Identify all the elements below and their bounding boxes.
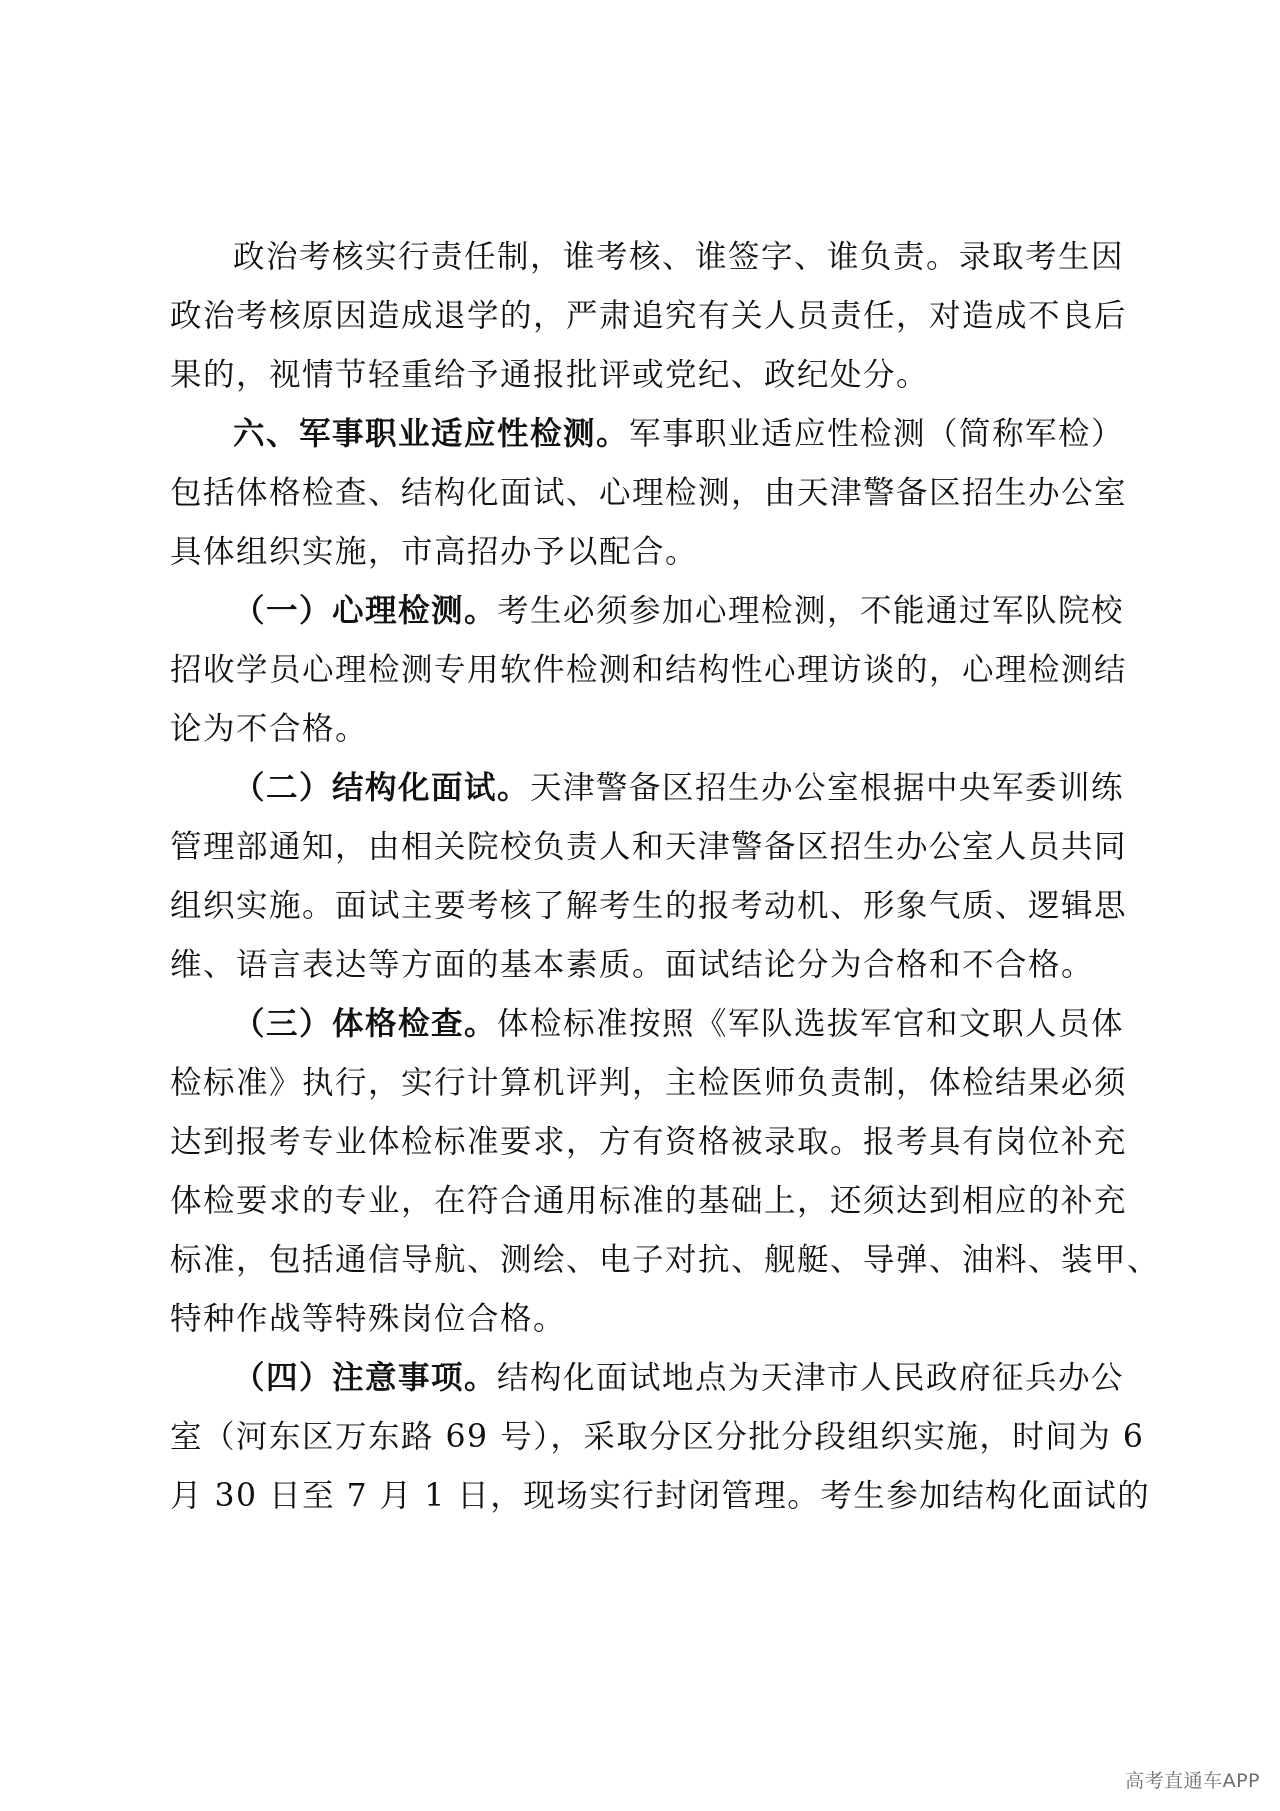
paragraph-line: 组织实施。面试主要考核了解考生的报考动机、形象气质、逻辑思 <box>170 888 1128 924</box>
paragraph-structured-interview <box>170 759 1128 995</box>
paragraph-line: 政治考核实行责任制，谁考核、谁签字、谁负责。录取考生因 <box>233 239 1125 275</box>
paragraph-text: 考生必须参加心理检测，不能通过军队院校 <box>497 593 1125 629</box>
paragraph-text: 结构化面试地点为天津市人民政府征兵办公 <box>497 1360 1125 1396</box>
paragraph-line: 检标准》执行，实行计算机评判，主检医师负责制，体检结果必须 <box>170 1065 1128 1101</box>
paragraph-line: 体检要求的专业，在符合通用标准的基础上，还须达到相应的补充 <box>170 1183 1128 1219</box>
paragraph-text: 体检标准按照《军队选拔军官和文职人员体 <box>497 1006 1125 1042</box>
paragraph-line: 管理部通知，由相关院校负责人和天津警备区招生办公室人员共同 <box>170 829 1128 865</box>
section-heading: 六、军事职业适应性检测。 <box>233 416 630 452</box>
paragraph-line: 维、语言表达等方面的基本素质。面试结论分为合格和不合格。 <box>170 947 1095 983</box>
paragraph-line-with-heading <box>170 582 1125 641</box>
paragraph-text: 军事职业适应性检测（简称军检） <box>629 416 1125 452</box>
paragraph-line: 标准，包括通信导航、测绘、电子对抗、舰艇、导弹、油料、装甲、 <box>170 1242 1161 1278</box>
paragraph-line-with-heading <box>170 995 1125 1054</box>
paragraph-line: 政治考核原因造成退学的，严肃追究有关人员责任，对造成不良后 <box>170 298 1128 334</box>
paragraph-line: 招收学员心理检测专用软件检测和结构性心理访谈的，心理检测结 <box>170 652 1128 688</box>
paragraph-line: 具体组织实施，市高招办予以配合。 <box>170 534 699 570</box>
paragraph-line: 论为不合格。 <box>170 711 369 747</box>
document-body <box>170 228 1161 1526</box>
section-heading: （二）结构化面试。 <box>233 770 531 806</box>
section-heading: （四）注意事项。 <box>233 1360 498 1396</box>
paragraph-line: 月 30 日至 7 月 1 日，现场实行封闭管理。考生参加结构化面试的 <box>170 1478 1151 1514</box>
paragraph-notes <box>170 1349 1151 1526</box>
paragraph-line: 达到报考专业体检标准要求，方有资格被录取。报考具有岗位补充 <box>170 1124 1128 1160</box>
app-watermark: 高考直通车APP <box>1125 1770 1260 1792</box>
paragraph-political-review <box>170 228 1128 405</box>
paragraph-line: 室（河东区万东路 69 号），采取分区分批分段组织实施，时间为 6 <box>170 1419 1145 1455</box>
paragraph-line: 包括体格检查、结构化面试、心理检测，由天津警备区招生办公室 <box>170 475 1128 511</box>
paragraph-physical-exam <box>170 995 1161 1349</box>
paragraph-military-fitness-test <box>170 405 1128 582</box>
section-heading: （一）心理检测。 <box>233 593 498 629</box>
section-heading: （三）体格检查。 <box>233 1006 498 1042</box>
paragraph-line-with-heading <box>170 1349 1125 1408</box>
paragraph-line-with-heading <box>170 759 1125 818</box>
paragraph-line-with-heading <box>170 405 1125 464</box>
paragraph-psychological-test <box>170 582 1128 759</box>
paragraph-text: 天津警备区招生办公室根据中央军委训练 <box>530 770 1125 806</box>
paragraph-line: 特种作战等特殊岗位合格。 <box>170 1301 567 1337</box>
paragraph-line: 果的，视情节轻重给予通报批评或党纪、政纪处分。 <box>170 357 930 393</box>
